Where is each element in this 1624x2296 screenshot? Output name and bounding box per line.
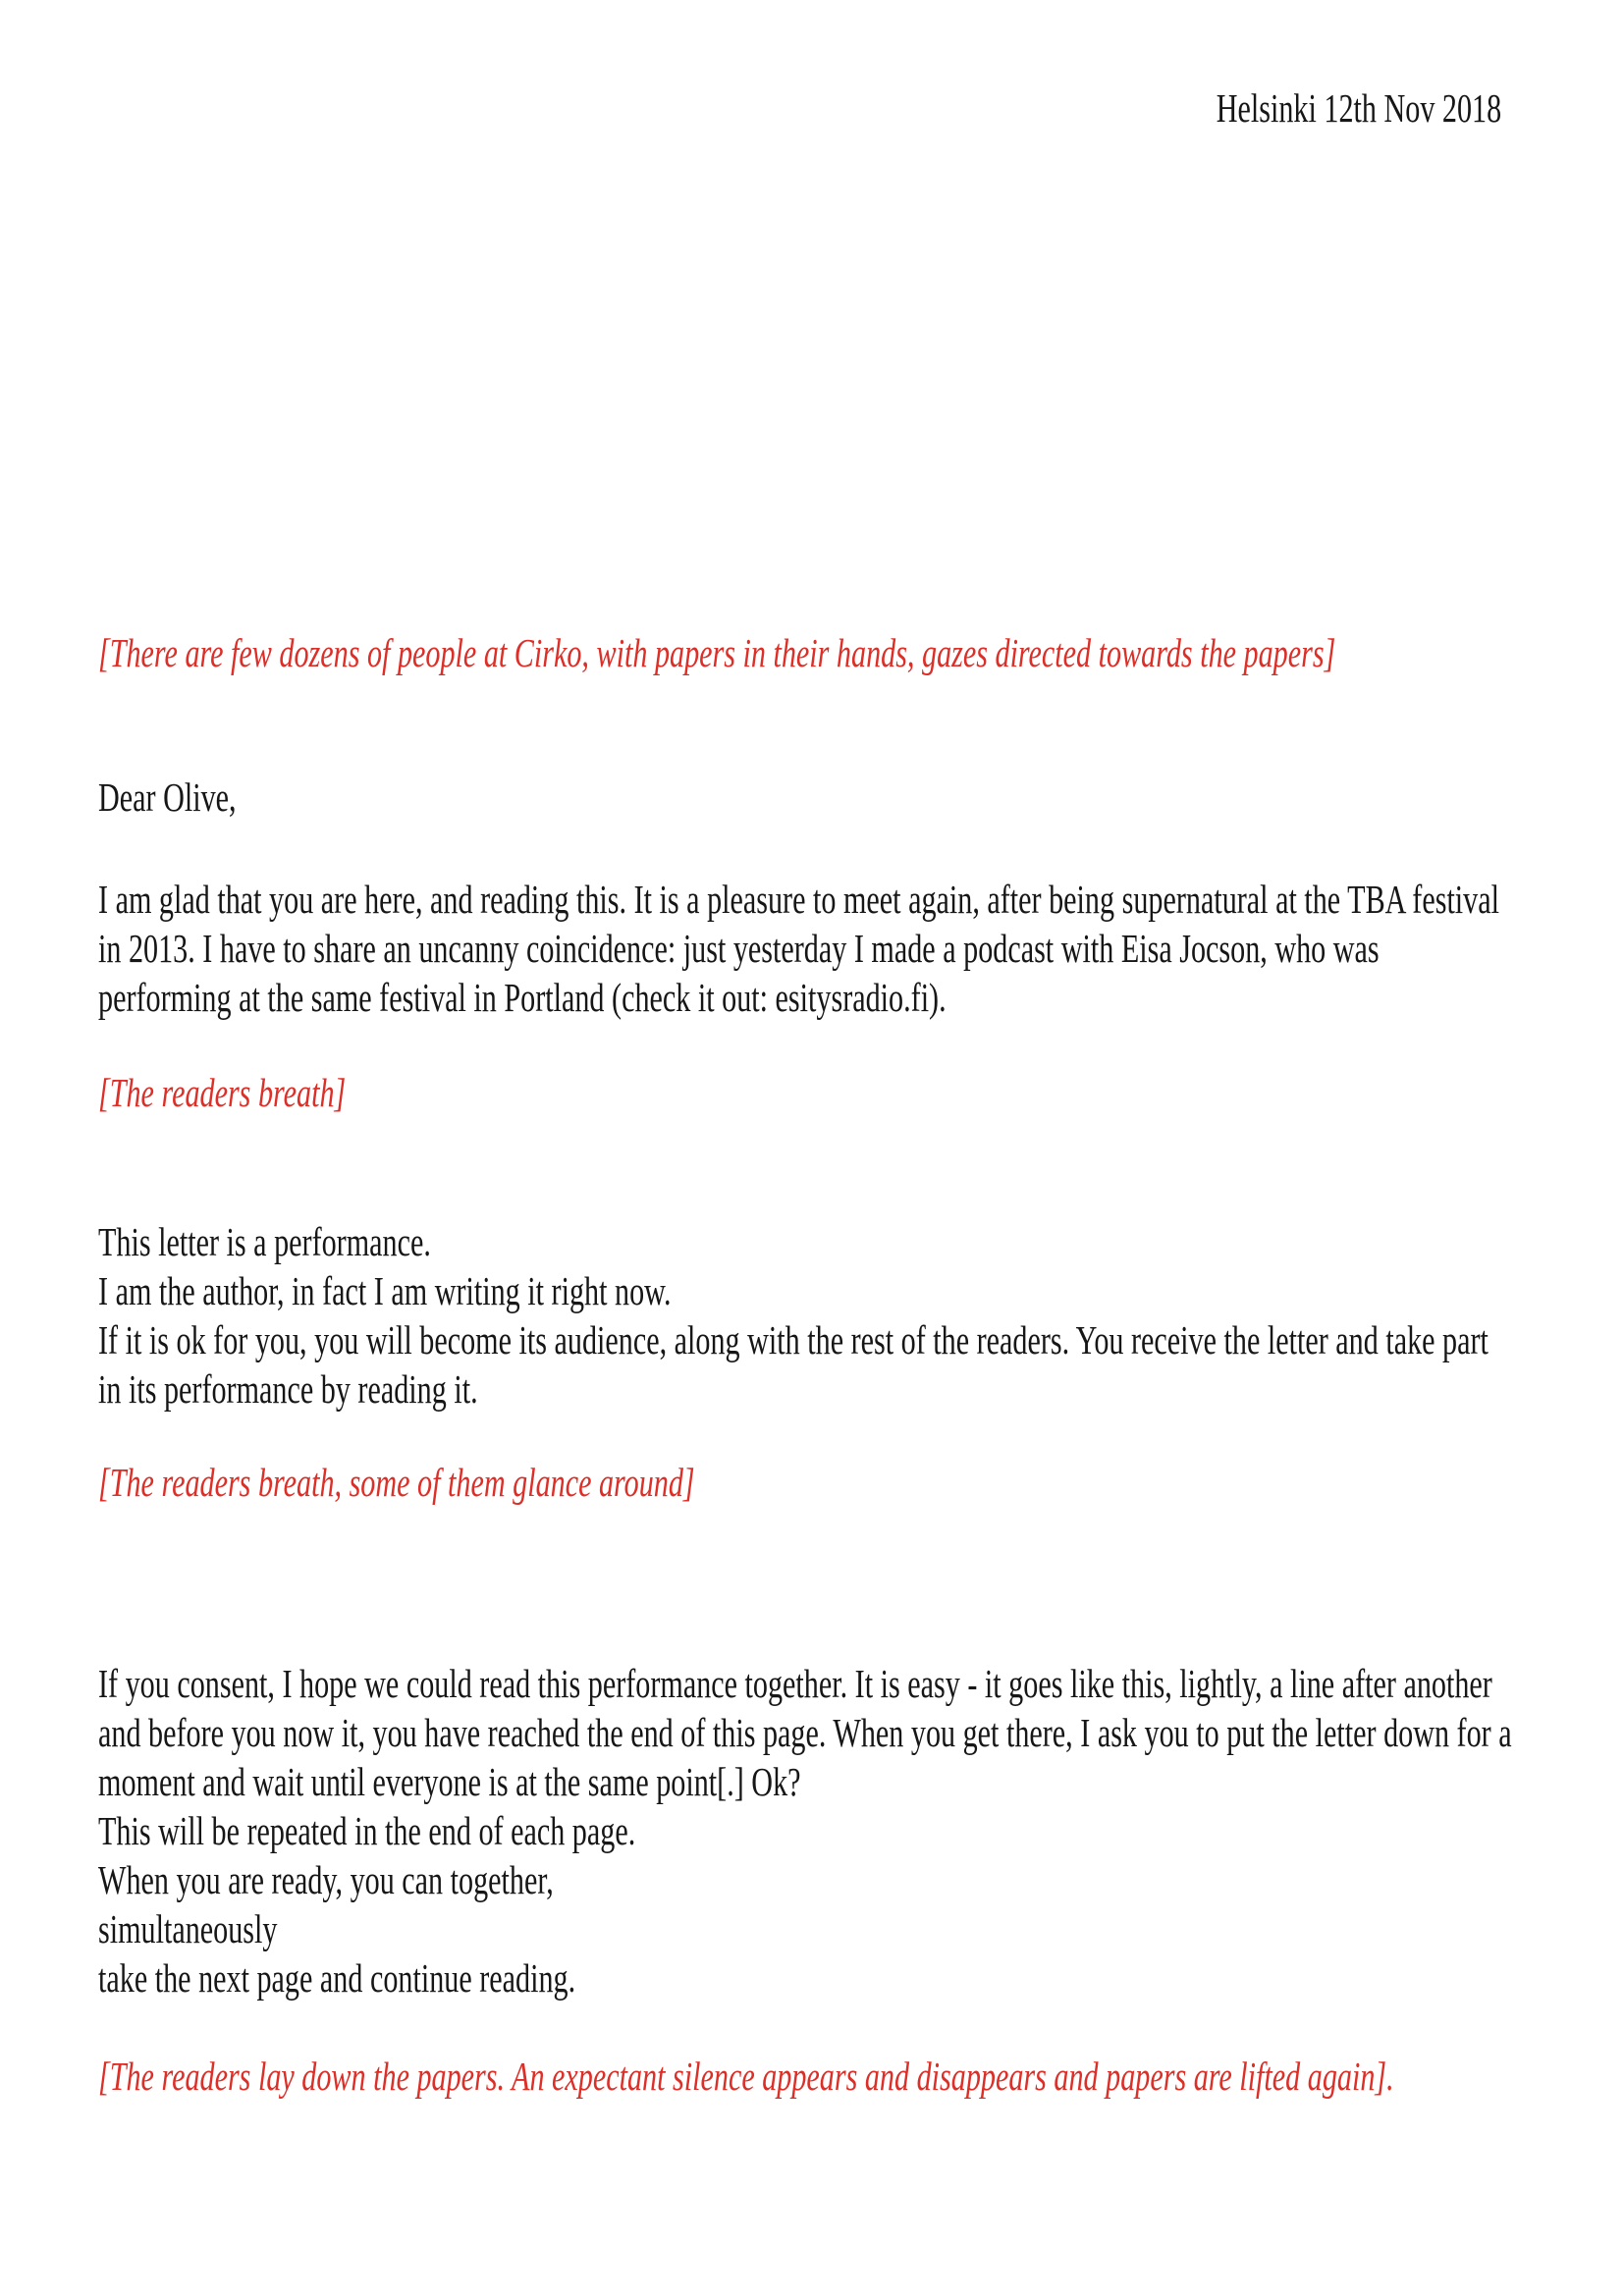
salutation: Dear Olive, — [98, 774, 237, 820]
stage-direction-breath-glance: [The readers breath, some of them glance around] — [98, 1460, 695, 1505]
performance-line-3: If it is ok for you, you will become its audience, along with the rest of the readers. You receive the letter and take part in its performance by reading it. — [98, 1317, 1489, 1412]
instructions-line-1: If you consent, I hope we could read this performance together. It is easy - it goes like this, lightly, a line after another and before you now it, you have reached the end of this page. When you get there, I ask you to put the letter down for a moment and wait until everyone is at the same point[.] Ok? — [98, 1661, 1512, 1804]
intro-paragraph: I am glad that you are here, and reading this. It is a pleasure to meet again, after being supernatural at the TBA festival in 2013. I have to share an uncanny coincidence: just yesterday I made a podcast with Eisa Jocson, who was performing at the same festival in Portland (check it out: esitysradio.fi). — [98, 877, 1500, 1020]
stage-direction-closing: [The readers lay down the papers. An expectant silence appears and disappears and papers are lifted again]. — [98, 2054, 1394, 2099]
instructions-line-5: take the next page and continue reading. — [98, 1955, 576, 2001]
performance-paragraph — [98, 1217, 1513, 1414]
performance-line-1: This letter is a performance. — [98, 1219, 431, 1264]
instructions-paragraph — [98, 1659, 1513, 2002]
instructions-line-3: When you are ready, you can together, — [98, 1857, 554, 1902]
instructions-line-2: This will be repeated in the end of each page. — [98, 1808, 636, 1853]
stage-direction-opening: [There are few dozens of people at Cirko, with papers in their hands, gazes directed towards the papers] — [98, 630, 1336, 675]
dateline: Helsinki 12th Nov 2018 — [1216, 85, 1501, 131]
instructions-line-4: simultaneously — [98, 1906, 278, 1951]
performance-line-2: I am the author, in fact I am writing it right now. — [98, 1268, 672, 1313]
stage-direction-breath: [The readers breath] — [98, 1070, 347, 1115]
